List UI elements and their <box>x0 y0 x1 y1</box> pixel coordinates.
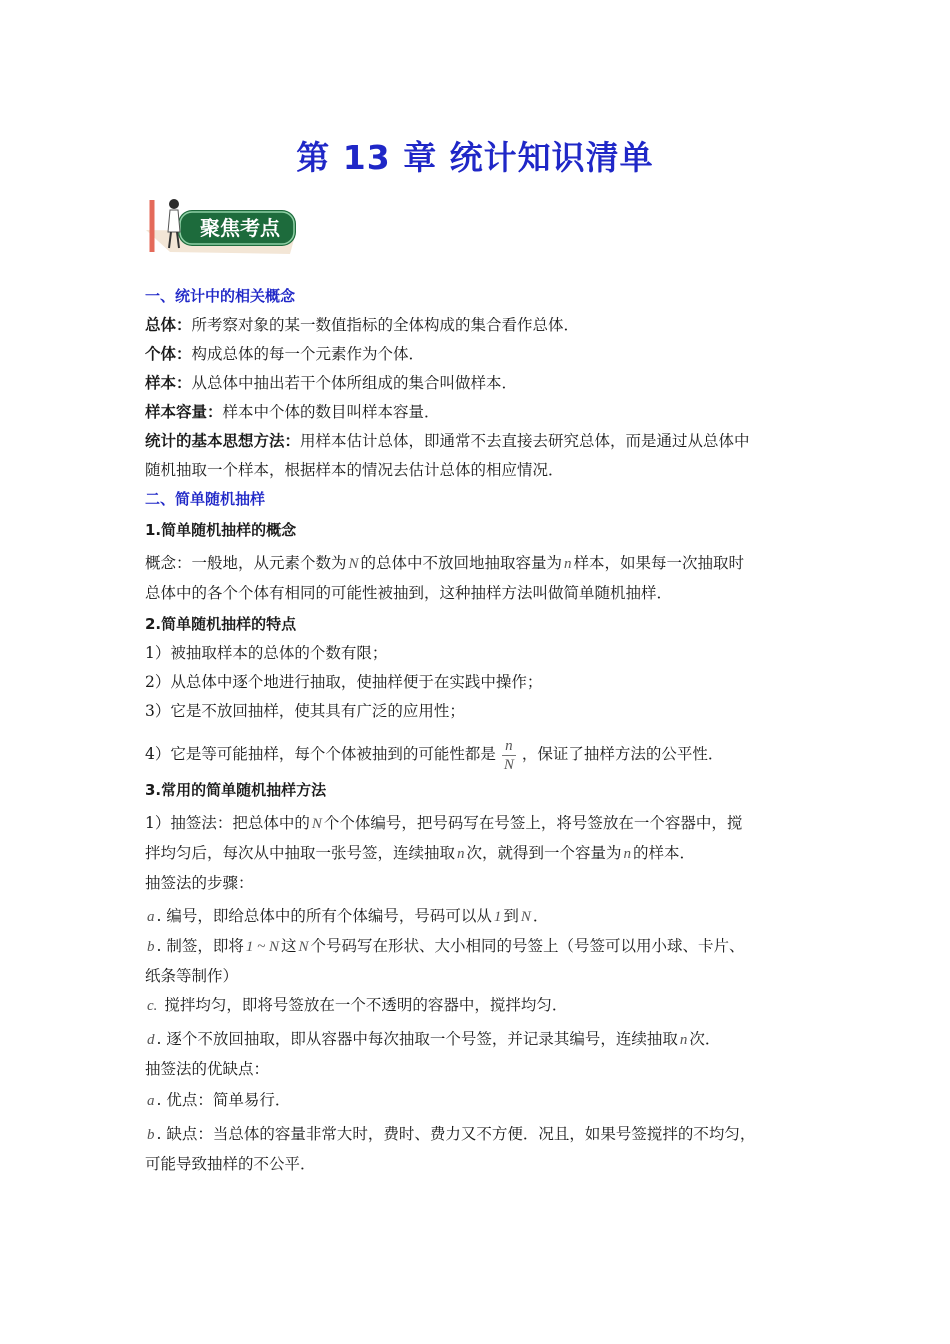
feature-1: 1）被抽取样本的总体的个数有限； <box>145 644 388 662</box>
method-line-1: 1）抽签法：把总体中的 N 个个体编号，把号码写在号签上，将号签放在一个容器中，搅 <box>145 814 743 832</box>
focus-badge <box>140 192 302 260</box>
person-body-icon <box>168 210 180 232</box>
definition-method: 统计的基本思想方法：用样本估计总体，即通常不去直接去研究总体，而是通过从总体中 <box>145 432 750 450</box>
feature-2: 2）从总体中逐个地进行抽取，使抽样便于在实践中操作； <box>145 673 543 691</box>
person-head-icon <box>169 199 179 209</box>
content <box>145 282 805 1179</box>
step-c: c. 搅拌均匀，即将号签放在一个不透明的容器中，搅拌均匀． <box>147 996 568 1014</box>
feature-4: 4）它是等可能抽样，每个个体被抽到的可能性都是 $\frac{n}{N}$ ，保证了抽样方法的公平性． <box>145 737 724 773</box>
subheading-methods: 3.常用的简单随机抽样方法 <box>145 781 327 799</box>
pros-cons-title: 抽签法的优缺点： <box>145 1060 270 1078</box>
steps-title: 抽签法的步骤： <box>145 874 254 892</box>
method-line-2: 拌均匀后，每次从中抽取一张号签，连续抽取 n 次，就得到一个容量为 n 的样本． <box>145 844 696 862</box>
subheading-concept: 1.简单随机抽样的概念 <box>145 521 297 539</box>
definition-population: 总体：所考察对象的某一数值指标的全体构成的集合看作总体． <box>145 316 580 334</box>
step-d: d . 逐个不放回抽取，即从容器中每次抽取一个号签，并记录其编号，连续抽取 n 次． <box>147 1030 721 1048</box>
pro-item: a . 优点：简单易行． <box>147 1091 291 1109</box>
concept-line-2: 总体中的各个个体有相同的可能性被抽到，这种抽样方法叫做简单随机抽样． <box>145 584 673 602</box>
page-title: 第 13 章 统计知识清单 <box>296 138 654 177</box>
section-heading-1: 一、统计中的相关概念 <box>145 287 296 305</box>
definition-sample-size: 样本容量：样本中个体的数目叫样本容量． <box>145 403 440 421</box>
con-item-cont: 可能导致抽样的不公平． <box>145 1155 316 1173</box>
step-b: b . 制签，即将 1 ~ N 这 N 个号码写在形状、大小相同的号签上（号签可以用小球、卡片、 <box>147 937 745 955</box>
step-b-cont: 纸条等制作） <box>145 967 239 985</box>
step-a: a . 编号，即给总体中的所有个体编号，号码可以从 1 到 N ． <box>147 907 549 925</box>
feature-3: 3）它是不放回抽样，使其具有广泛的应用性； <box>145 702 465 720</box>
subheading-features: 2.简单随机抽样的特点 <box>145 615 297 633</box>
concept-line-1: 概念：一般地，从元素个数为 N 的总体中不放回地抽取容量为 n 样本，如果每一次抽取时 <box>145 554 745 572</box>
definition-sample: 样本：从总体中抽出若干个体所组成的集合叫做样本． <box>145 374 518 392</box>
definition-individual: 个体：构成总体的每一个元素作为个体． <box>145 345 425 363</box>
con-item: b . 缺点：当总体的容量非常大时，费时、费力又不方便．况且，如果号签搅拌的不均匀， <box>147 1125 756 1143</box>
definition-method-cont: 随机抽取一个样本，根据样本的情况去估计总体的相应情况． <box>145 461 564 479</box>
fraction-n-over-N: $\frac{n}{N}$ <box>503 737 514 773</box>
badge-label: 聚焦考点 <box>200 216 280 240</box>
section-heading-2: 二、简单随机抽样 <box>145 490 266 508</box>
